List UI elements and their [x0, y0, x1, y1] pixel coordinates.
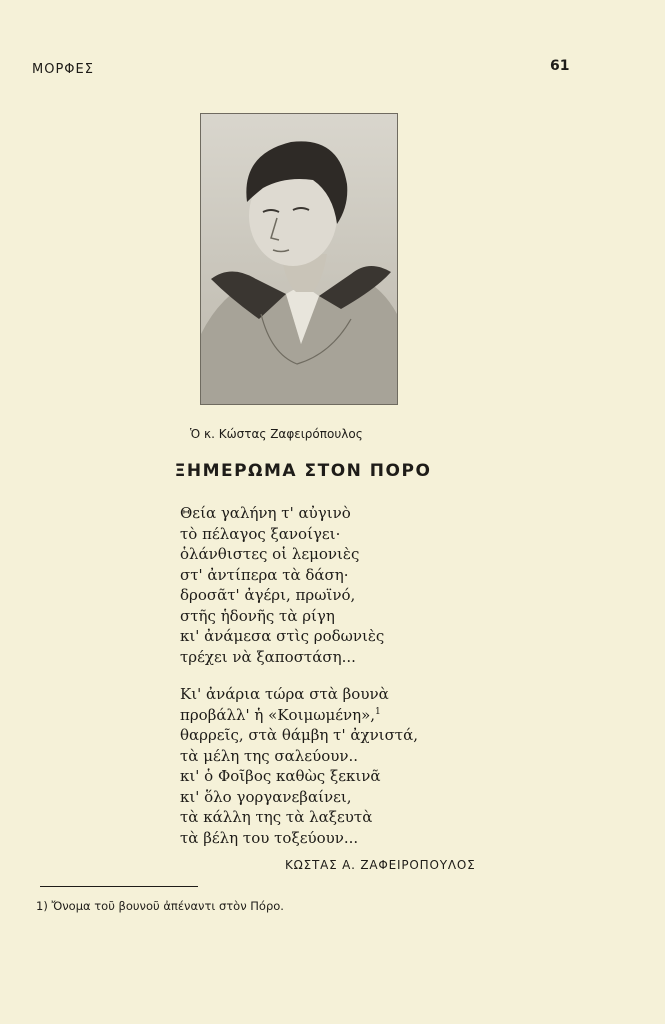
footnote: 1) Ὄνομα τοῦ βουνοῦ ἀπέναντι στὸν Πόρο. [36, 899, 284, 913]
verse-line: στ' ἀντίπερα τὰ δάση· [180, 565, 349, 584]
verse-line: τὰ μέλη της σαλεύουν.. [180, 746, 359, 765]
verse-line: κι' ἀνάμεσα στὶς ροδωνιὲς [180, 627, 385, 645]
verse-text: προβάλλ' ἡ «Κοιμωμένη», [180, 705, 376, 724]
footnote-divider [40, 886, 198, 887]
verse-line: στῆς ἡδονῆς τὰ ρίγη [180, 606, 335, 625]
verse-line: κι' ὁ Φοῖβος καθὼς ξεκινᾶ [180, 767, 381, 785]
portrait-drawing [201, 114, 397, 404]
verse-line: κι' ὅλο γοργανεβαίνει, [180, 787, 352, 806]
verse-line: τὰ βέλη του τοξεύουν... [180, 828, 359, 847]
poem-stanza-2 [180, 684, 418, 848]
verse-line: δροσᾶτ' ἀγέρι, πρωϊνό, [180, 586, 356, 604]
verse-line: τρέχει νὰ ξαποστάση... [180, 647, 356, 666]
portrait-caption: Ὁ κ. Κώστας Ζαφειρόπουλος [190, 427, 363, 441]
poem-stanza-1 [180, 503, 384, 667]
verse-line: Θεία γαλήνη τ' αὐγινὸ [180, 504, 351, 522]
verse-line: τὸ πέλαγος ξανοίγει· [180, 524, 341, 543]
footnote-marker: 1 [375, 706, 381, 717]
portrait-photo [200, 113, 398, 405]
verse-line: ὁλάνθιστες οἱ λεμονιὲς [180, 545, 360, 563]
running-head: ΜΟΡΦΕΣ [32, 62, 94, 77]
verse-line-with-footnote [180, 705, 418, 726]
verse-line: θαρρεῖς, στὰ θάμβη τ' ἀχνιστά, [180, 726, 419, 744]
poem-author: ΚΩΣΤΑΣ Α. ΖΑΦΕΙΡΟΠΟΥΛΟΣ [285, 858, 476, 872]
poem-title: ΞΗΜΕΡΩΜΑ ΣΤΟΝ ΠΟΡΟ [174, 461, 432, 481]
verse-line: τὰ κάλλη της τὰ λαξευτὰ [180, 808, 373, 826]
page-number: 61 [550, 58, 570, 74]
verse-line: Κι' ἀνάρια τώρα στὰ βουνὰ [180, 685, 389, 703]
